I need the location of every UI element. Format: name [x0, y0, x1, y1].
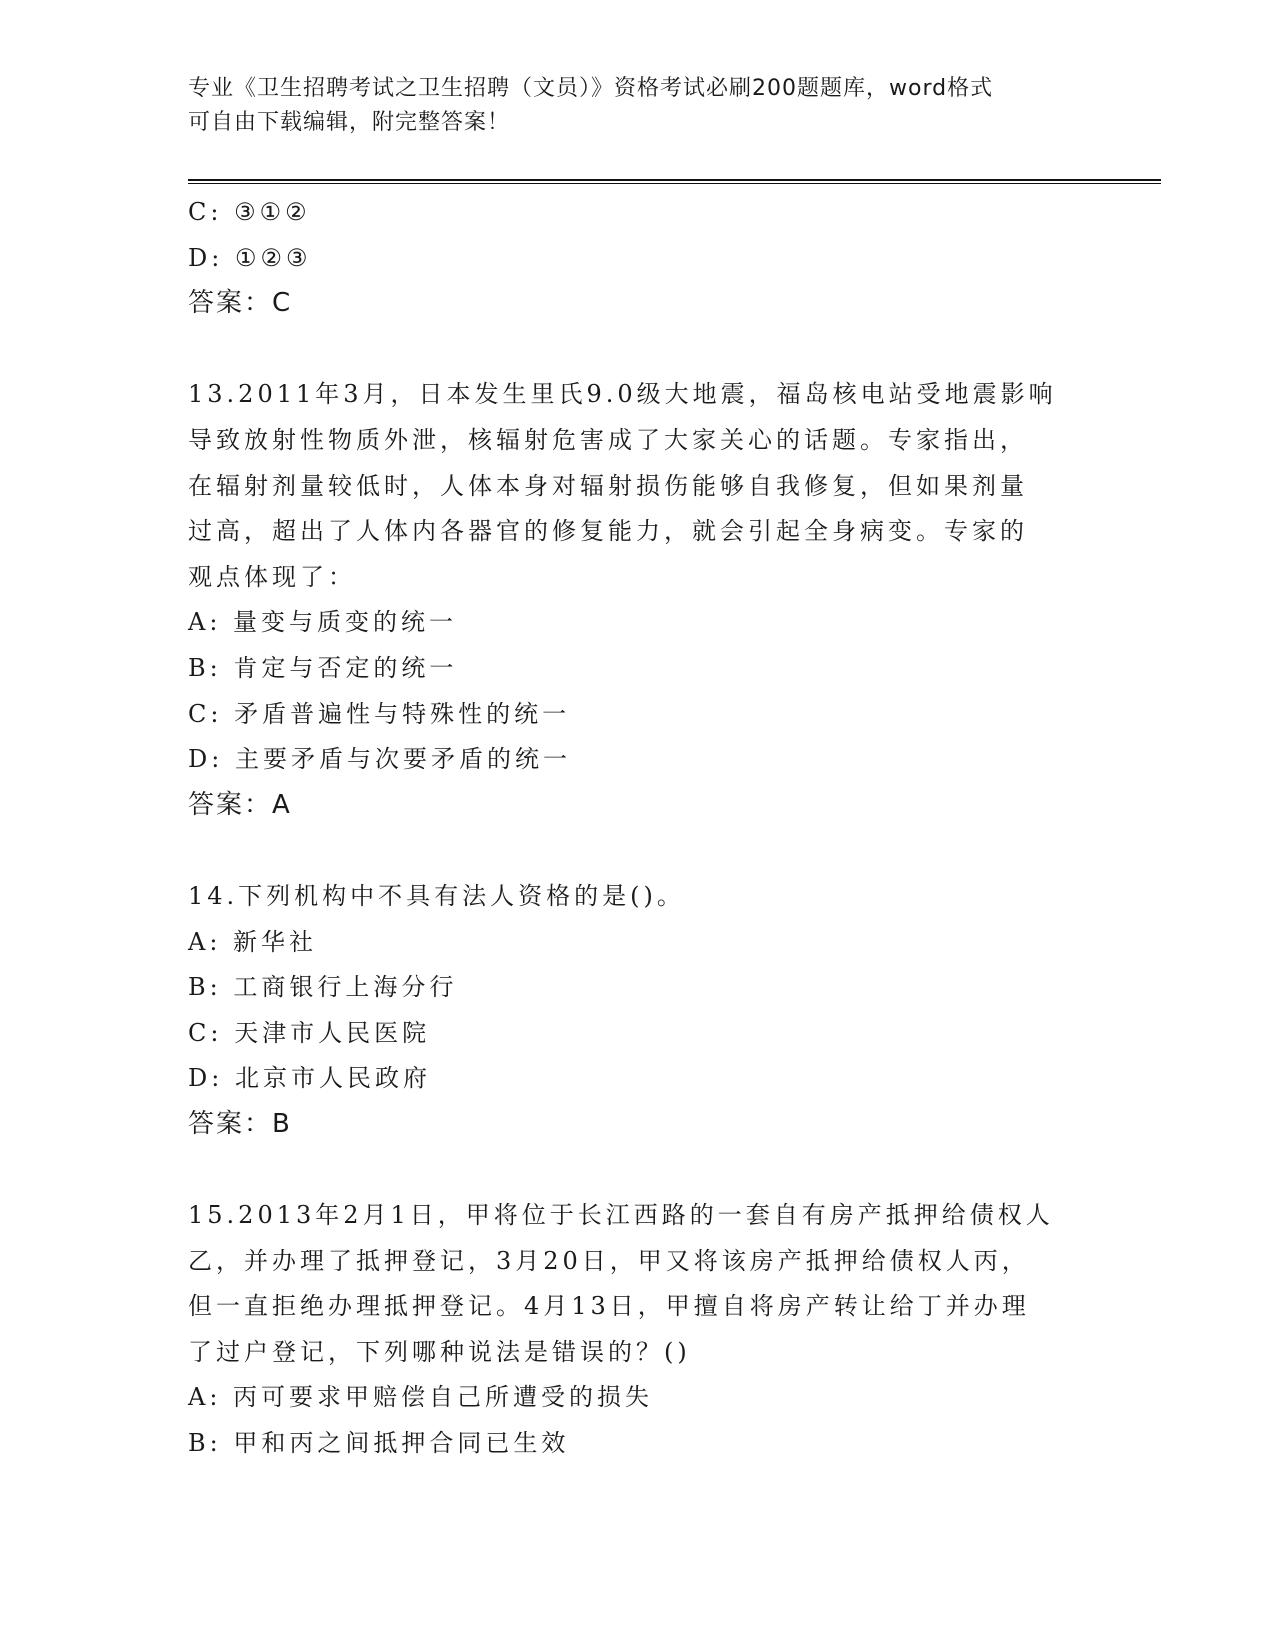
- option-a: A: 量变与质变的统一: [188, 608, 458, 637]
- option-b: B: 肯定与否定的统一: [188, 653, 458, 682]
- spacer: [188, 327, 1088, 373]
- header-line-1: 专业《卫生招聘考试之卫生招聘（文员）》资格考试必刷200题题库，word格式: [188, 76, 994, 101]
- option-d: D: 主要矛盾与次要矛盾的统一: [188, 745, 571, 774]
- question-12-tail: [188, 190, 1088, 327]
- question-14: [188, 874, 1088, 1148]
- option-c: C: 天津市人民医院: [188, 1018, 431, 1047]
- document-header: [188, 72, 1068, 140]
- option-d: D: 北京市人民政府: [188, 1064, 431, 1093]
- spacer: [188, 1147, 1088, 1193]
- spacer: [188, 828, 1088, 874]
- option-c: C: 矛盾普遍性与特殊性的统一: [188, 699, 571, 728]
- answer-line: 答案：B: [188, 1108, 292, 1139]
- question-stem-line: 在辐射剂量较低时，人体本身对辐射损伤能够自我修复，但如果剂量: [188, 471, 1028, 500]
- question-stem-line: 了过户登记，下列哪种说法是错误的？(): [188, 1337, 691, 1366]
- option-a: A: 丙可要求甲赔偿自己所遭受的损失: [188, 1383, 654, 1412]
- question-list: [188, 190, 1088, 1467]
- option-b: B: 甲和丙之间抵押合同已生效: [188, 1429, 570, 1458]
- header-line-2: 可自由下载编辑，附完整答案！: [188, 110, 511, 135]
- answer-line: 答案：A: [188, 789, 292, 820]
- question-stem-line: 13.2011年3月，日本发生里氏9.0级大地震，福岛核电站受地震影响: [188, 380, 1057, 409]
- question-stem-line: 15.2013年2月1日，甲将位于长江西路的一套自有房产抵押给债权人: [188, 1201, 1054, 1230]
- question-15: [188, 1193, 1088, 1467]
- question-stem-line: 观点体现了：: [188, 562, 356, 591]
- question-stem-line: 导致放射性物质外泄，核辐射危害成了大家关心的话题。专家指出，: [188, 425, 1028, 454]
- option-a: A: 新华社: [188, 927, 318, 956]
- option-c: C: ③①②: [188, 198, 311, 226]
- question-stem-line: 乙，并办理了抵押登记，3月20日，甲又将该房产抵押给债权人丙，: [188, 1246, 1030, 1275]
- option-b: B: 工商银行上海分行: [188, 973, 458, 1002]
- question-stem-line: 过高，超出了人体内各器官的修复能力，就会引起全身病变。专家的: [188, 517, 1028, 546]
- answer-line: 答案：C: [188, 288, 293, 319]
- question-13: [188, 372, 1088, 828]
- header-divider: [188, 179, 1161, 184]
- question-stem-line: 但一直拒绝办理抵押登记。4月13日，甲擅自将房产转让给丁并办理: [188, 1292, 1030, 1321]
- question-stem-line: 14.下列机构中不具有法人资格的是()。: [188, 881, 685, 910]
- option-d: D: ①②③: [188, 243, 312, 272]
